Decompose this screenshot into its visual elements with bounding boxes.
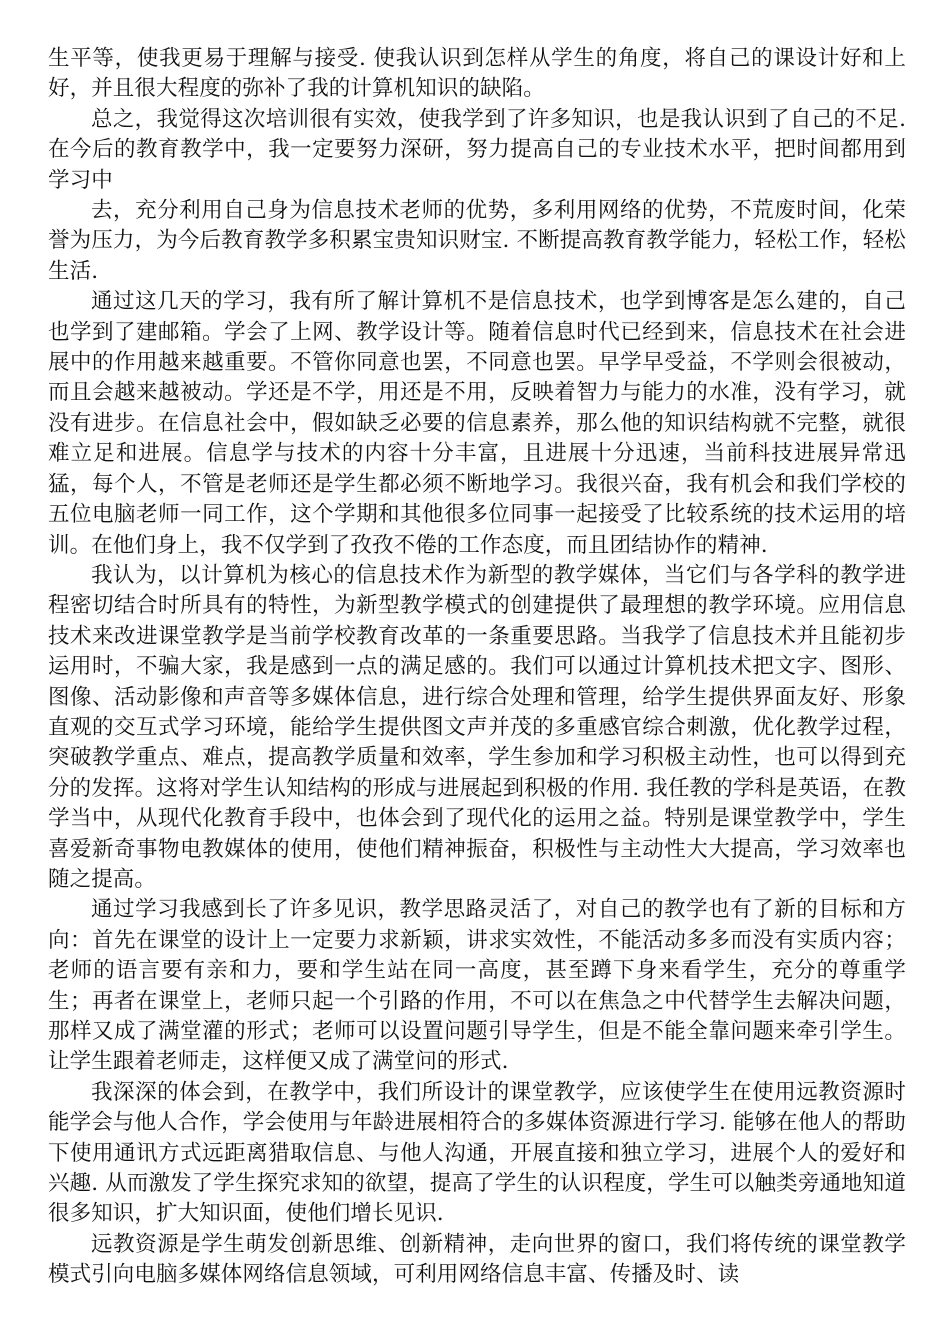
paragraph-it-as-media: 我认为，以计算机为核心的信息技术作为新型的教学媒体，当它们与各学科的教学进程密切结合时所具有的特性，为新型教学模式的创建提供了最理想的教学环境。应用信息技术来改进课堂教学是当前学校教育改革的一条重要思路。当我学了信息技术并且能初步运用时，不骗大家，我是感到一点的满足感的。我们可以通过计算机技术把文字、图形、图像、活动影像和声音等多媒体信息，进行综合处理和管理，给学生提供界面友好、形象直观的交互式学习环境，能给学生提供图文声并茂的多重感官综合刺激，优化教学过程，突破教学重点、难点，提高教学质量和效率，学生参加和学习积极主动性，也可以得到充分的发挥。这将对学生认知结构的形成与进展起到积极的作用. 我任教的学科是英语，在教学当中，从现代化教育手段中，也体会到了现代化的运用之益。特别是课堂教学中，学生喜爱新奇事物电教媒体的使用，使他们精神振奋，积极性与主动性大大提高，学习效率也随之提高。	[48, 562, 906, 892]
paragraph-conclusion: 总之，我觉得这次培训很有实效，使我学到了许多知识，也是我认识到了自己的不足. 在今后的教育教学中，我一定要努力深研，努力提高自己的专业技术水平，把时间都用到学习中	[48, 106, 906, 193]
paragraph-remote-resources: 远教资源是学生萌发创新思维、创新精神，走向世界的窗口，我们将传统的课堂教学模式引向电脑多媒体网络信息领域，可利用网络信息丰富、传播及时、读	[48, 1231, 906, 1288]
document-page	[48, 44, 906, 1291]
paragraph-deep-understanding: 我深深的体会到，在教学中，我们所设计的课堂教学，应该使学生在使用远教资源时能学会与他人合作，学会使用与年龄进展相符合的多媒体资源进行学习. 能够在他人的帮助下使用通讯方式远距离猎取信息、与他人沟通，开展直接和独立学习，进展个人的爱好和兴趣. 从而激发了学生探究求知的欲望，提高了学生的认识程度，学生可以触类旁通地知道很多知识，扩大知识面，使他们增长见识.	[48, 1079, 906, 1227]
paragraph-continuation-2: 去，充分利用自己身为信息技术老师的优势，多利用网络的优势，不荒废时间，化荣誉为压力，为今后教育教学多积累宝贵知识财宝. 不断提高教育教学能力，轻松工作，轻松生活.	[48, 198, 906, 284]
paragraph-learning-experience: 通过这几天的学习，我有所了解计算机不是信息技术，也学到博客是怎么建的，自己也学到了建邮箱。学会了上网、教学设计等。随着信息时代已经到来，信息技术在社会进展中的作用越来越重要。不管你同意也罢，不同意也罢。早学早受益，不学则会很被动，而且会越来越被动。学还是不学，用还是不用，反映着智力与能力的水准，没有学习，就没有进步。在信息社会中，假如缺乏必要的信息素养，那么他的知识结构就不完整，就很难立足和进展。信息学与技术的内容十分丰富，且进展十分迅速，当前科技进展异常迅猛，每个人，不管是老师还是学生都必须不断地学习。我很兴奋，我有机会和我们学校的五位电脑老师一同工作，这个学期和其他很多位同事一起接受了比较系统的技术运用的培训。在他们身上，我不仅学到了孜孜不倦的工作态度，而且团结协作的精神.	[48, 289, 906, 558]
paragraph-new-goals: 通过学习我感到长了许多见识，教学思路灵活了，对自己的教学也有了新的目标和方向：首先在课堂的设计上一定要力求新颖，讲求实效性，不能活动多多而没有实质内容；老师的语言要有亲和力，要和学生站在同一高度，甚至蹲下身来看学生，充分的尊重学生；再者在课堂上，老师只起一个引路的作用，不可以在焦急之中代替学生去解决问题，那样又成了满堂灌的形式；老师可以设置问题引导学生，但是不能全靠问题来牵引学生。让学生跟着老师走，这样便又成了满堂问的形式.	[48, 897, 906, 1075]
paragraph-continuation: 生平等，使我更易于理解与接受. 使我认识到怎样从学生的角度，将自己的课设计好和上好，并且很大程度的弥补了我的计算机知识的缺陷。	[48, 46, 906, 102]
